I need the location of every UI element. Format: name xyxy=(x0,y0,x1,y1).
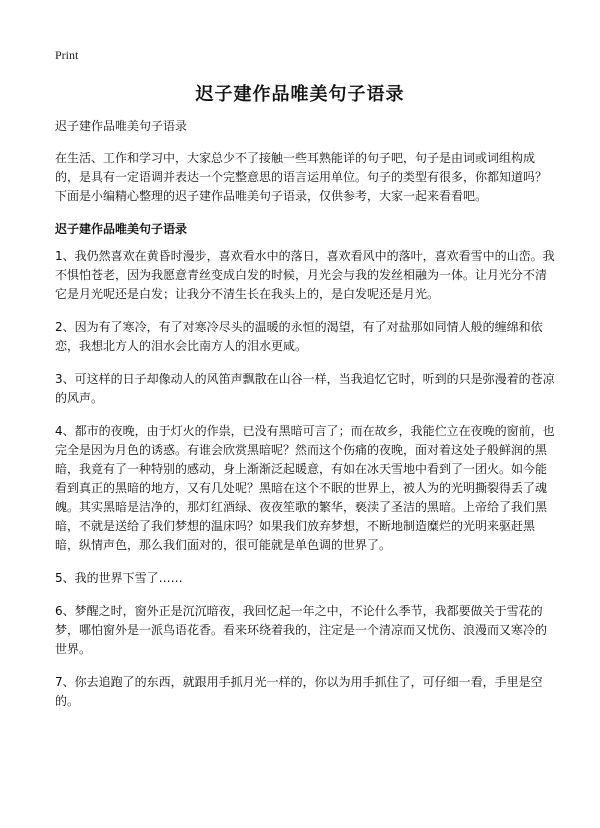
print-link[interactable]: Print xyxy=(55,48,79,62)
section-heading: 迟子建作品唯美句子语录 xyxy=(55,222,188,236)
quote-paragraph: 6、梦醒之时，窗外正是沉沉暗夜，我回忆起一年之中，不论什么季节，我都要做关于雪花的梦，哪怕窗外是一派鸟语花香。看来环绕着我的，注定是一个清凉而又忧伤、浪漫而又寒冷的世界。 xyxy=(55,604,548,656)
quote-paragraph: 7、你去追跑了的东西，就跟用手抓月光一样的，你以为用手抓住了，可仔细一看，手里是空的。 xyxy=(55,675,543,708)
document-subtitle: 迟子建作品唯美句子语录 xyxy=(55,119,188,133)
quote-paragraph: 2、因为有了寒冷，有了对寒冷尽头的温暖的永恒的渴望，有了对盐那如同情人般的缠绵和依恋，我想北方人的泪水会比南方人的泪水更咸。 xyxy=(55,320,543,353)
document-body xyxy=(55,117,555,725)
document-title: 迟子建作品唯美句子语录 xyxy=(195,84,405,105)
quote-paragraph: 4、都市的夜晚，由于灯火的作祟，已没有黑暗可言了；而在故乡，我能伫立在夜晚的窗前，也完全是因为月色的诱惑。有谁会欣赏黑暗呢？然而这个伤痛的夜晚，面对着这处子般鲜润的黑暗，我竟有了一种特别的感动，身上渐渐泛起暖意，有如在冰天雪地中看到了一团火。如今能看到真正的黑暗的地方，又有几处呢？黑暗在这个不眠的世界上，被人为的光明撕裂得丢了魂魄。其实黑暗是洁净的，那灯红酒绿、夜夜笙歌的繁华，亵渎了圣洁的黑暗。上帝给了我们黑暗，不就是送给了我们梦想的温床吗？如果我们放弃梦想，不断地制造糜烂的光明来驱赶黑暗，纵情声色，那么我们面对的，很可能就是单色调的世界了。 xyxy=(55,424,555,552)
quote-paragraph: 3、可这样的日子却像动人的风笛声飘散在山谷一样，当我追忆它时，听到的只是弥漫着的苍凉的风声。 xyxy=(55,372,555,405)
quote-paragraph: 5、我的世界下雪了…… xyxy=(55,571,183,585)
intro-paragraph: 在生活、工作和学习中，大家总少不了接触一些耳熟能详的句子吧，句子是由词或词组构成的，是具有一定语调并表达一个完整意思的语言运用单位。句子的类型有很多，你都知道吗？下面是小编精心整理的迟子建作品唯美句子语录，仅供参考，大家一起来看看吧。 xyxy=(55,151,548,203)
quote-paragraph: 1、我仍然喜欢在黄昏时漫步，喜欢看水中的落日，喜欢看风中的落叶，喜欢看雪中的山峦。我不惧怕苍老，因为我愿意青丝变成白发的时候，月光会与我的发丝相融为一体。让月光分不清它是月光呢还是白发；让我分不清生长在我头上的，是白发呢还是月光。 xyxy=(55,249,555,301)
